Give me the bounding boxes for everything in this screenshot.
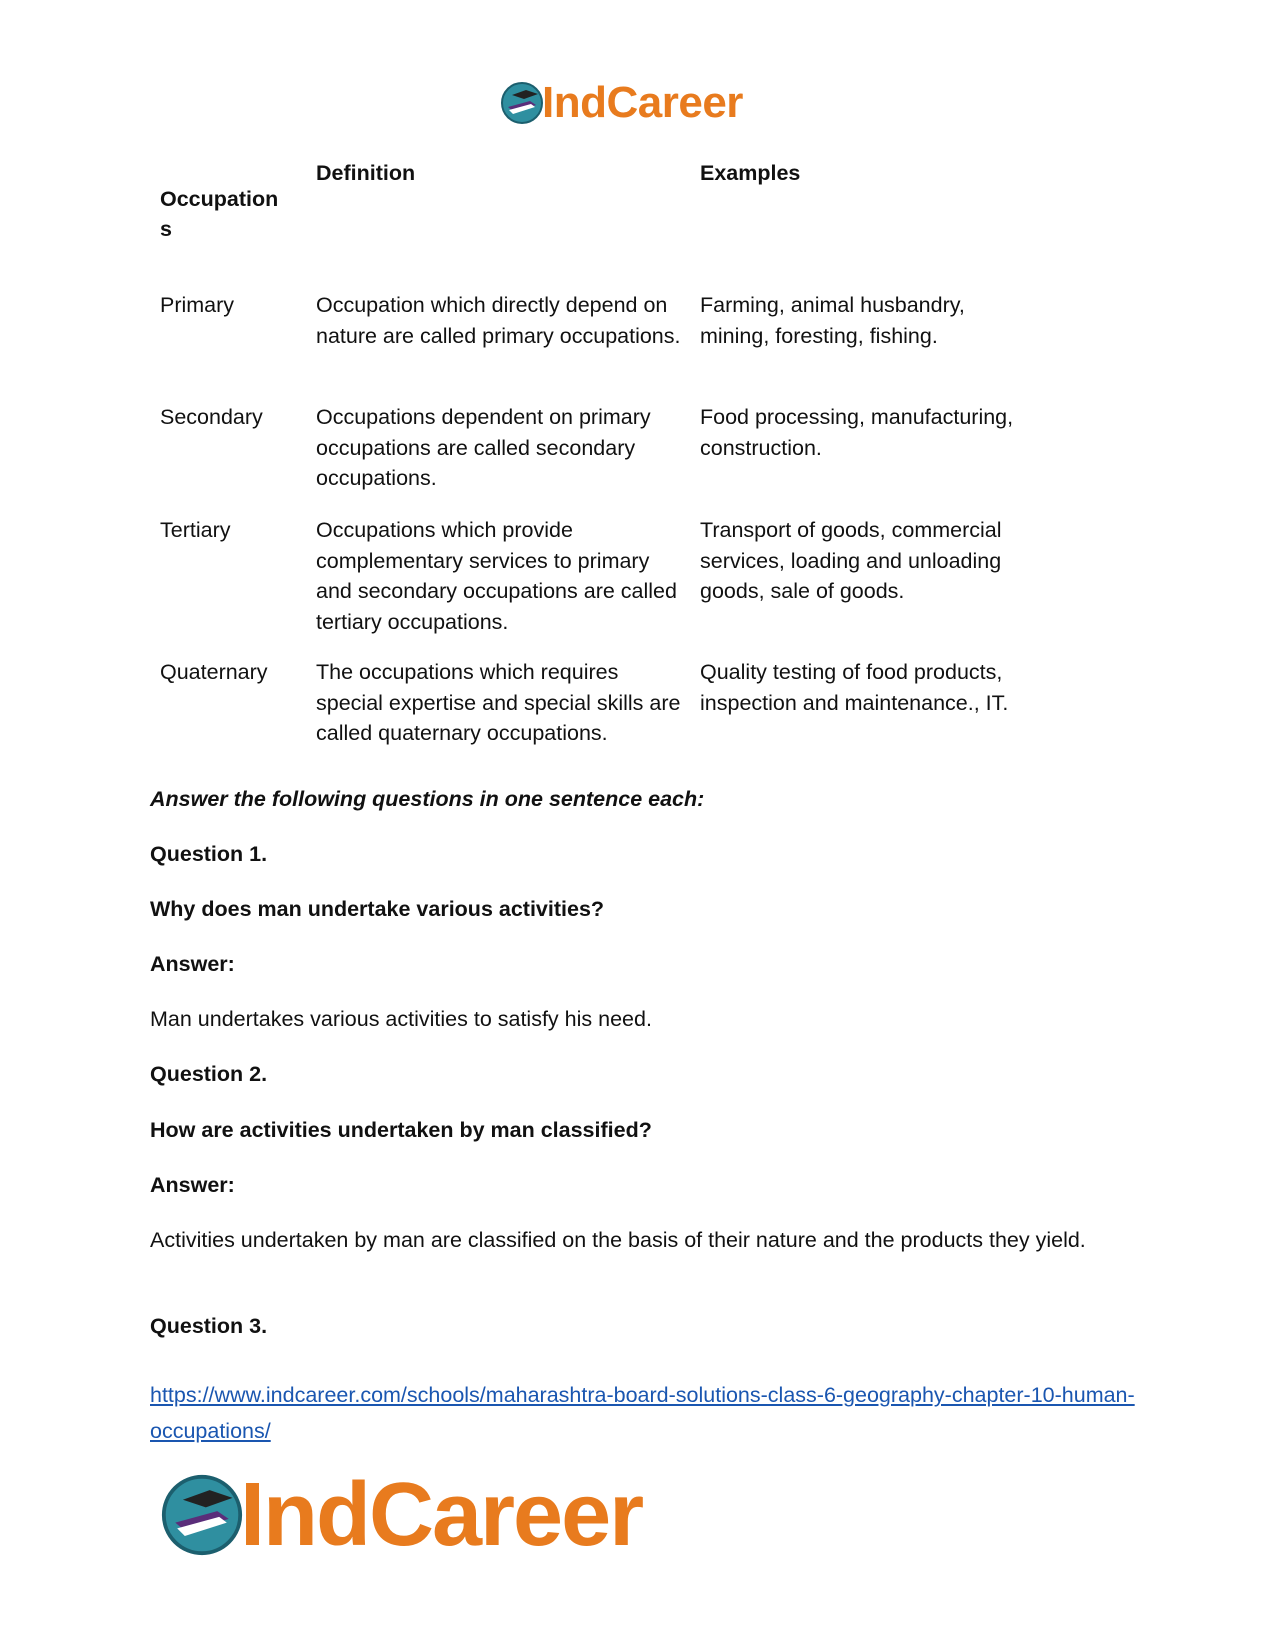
row-type: Quaternary xyxy=(160,660,268,684)
row-definition: Occupations which provide complementary services to primary and secondary occupations are called tertiary occupations. xyxy=(316,518,677,634)
instructions: Answer the following questions in one sentence each: xyxy=(150,787,705,811)
header-definition: Definition xyxy=(316,161,416,185)
row-type: Secondary xyxy=(160,405,263,429)
row-type: Primary xyxy=(160,293,235,317)
question-label: Question 2. xyxy=(150,1062,268,1086)
header-examples: Examples xyxy=(700,161,801,185)
question-label: Question 1. xyxy=(150,842,268,866)
answer-text: Activities undertaken by man are classified on the basis of their nature and the products they yield. xyxy=(150,1228,1086,1252)
row-examples: Food processing, manufacturing, construction. xyxy=(700,405,1014,460)
row-type: Tertiary xyxy=(160,518,231,542)
footer-logo xyxy=(160,1465,643,1565)
answer-text: Man undertakes various activities to satisfy his need. xyxy=(150,1007,652,1031)
row-examples: Transport of goods, commercial services, loading and unloading goods, sale of goods. xyxy=(700,518,1002,603)
row-definition: Occupation which directly depend on nature are called primary occupations. xyxy=(316,293,681,348)
header-logo xyxy=(500,78,743,128)
globe-book-icon xyxy=(160,1473,244,1557)
question-text: Why does man undertake various activities? xyxy=(150,897,605,921)
row-definition: Occupations dependent on primary occupations are called secondary occupations. xyxy=(316,405,651,490)
header-occupations-line2: s xyxy=(160,217,172,241)
question-label: Question 3. xyxy=(150,1314,268,1338)
row-examples: Quality testing of food products, inspection and maintenance., IT. xyxy=(700,660,1009,715)
globe-book-icon xyxy=(500,81,544,125)
logo-text: IndCareer xyxy=(240,1465,643,1565)
answer-label: Answer: xyxy=(150,952,235,976)
footer-link[interactable]: https://www.indcareer.com/schools/maharashtra-board-solutions-class-6-geography-chapter-10-human-occupations/ xyxy=(150,1383,1135,1443)
row-definition: The occupations which requires special expertise and special skills are called quaternary occupations. xyxy=(316,660,681,745)
row-examples: Farming, animal husbandry, mining, foresting, fishing. xyxy=(700,293,965,348)
header-occupations-line1: Occupation xyxy=(160,187,279,211)
question-text: How are activities undertaken by man classified? xyxy=(150,1118,652,1142)
answer-label: Answer: xyxy=(150,1173,235,1197)
logo-text: IndCareer xyxy=(542,78,743,127)
